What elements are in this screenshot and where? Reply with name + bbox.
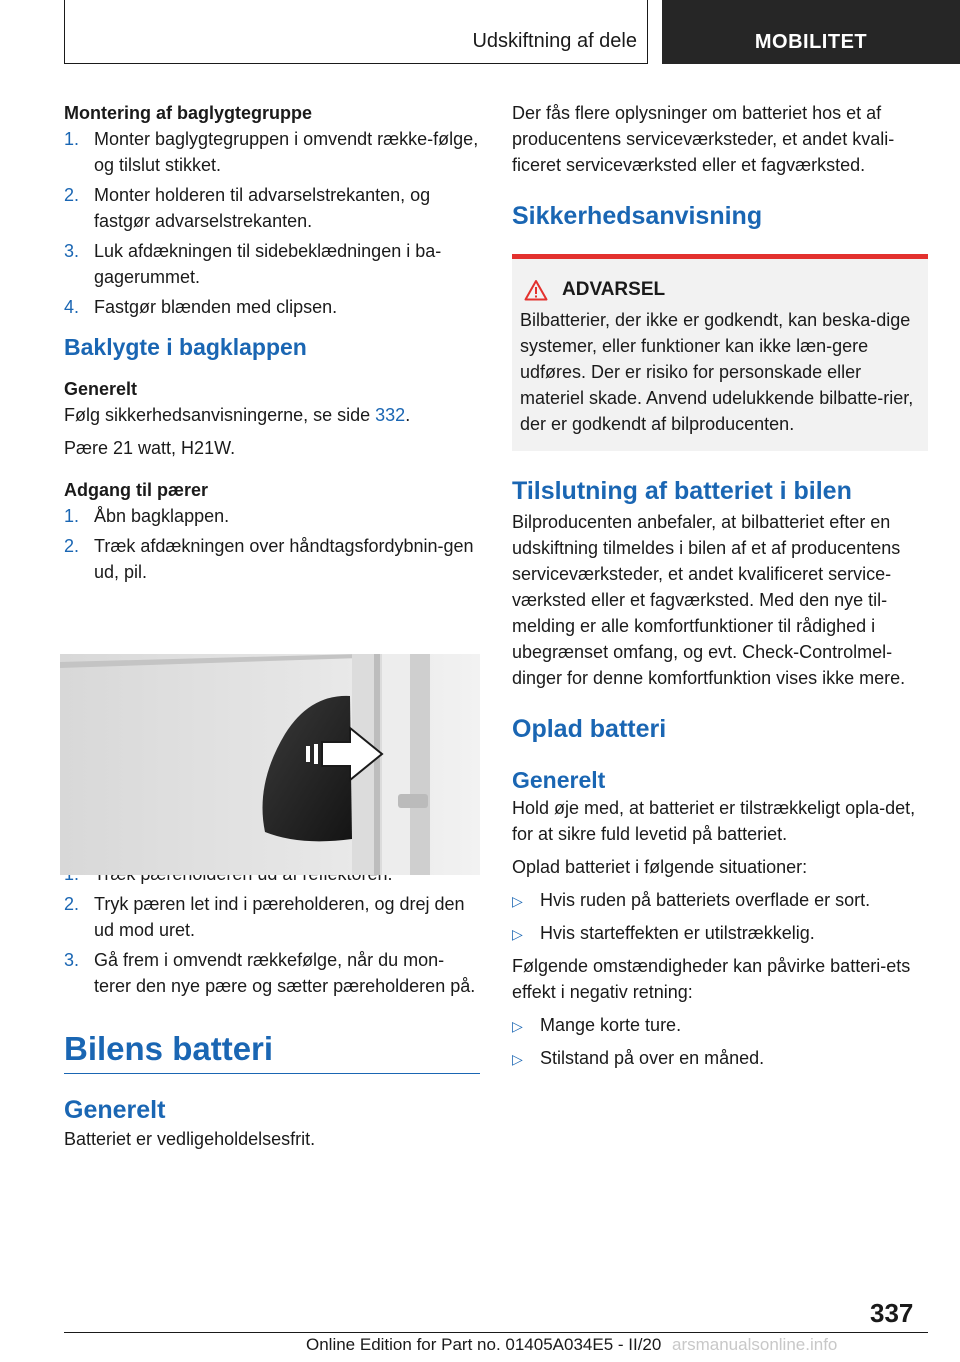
charge-general-text: Hold øje med, at batteriet er tilstrækkeligt opla-det, for at sikre fuld levetid på batteriet. [512, 798, 916, 844]
warning-box [512, 254, 928, 451]
generelt-title: Generelt [64, 379, 138, 399]
charge-bullets [512, 887, 928, 947]
bulb-text: Pære 21 watt, H21W. [64, 438, 236, 458]
generelt-text: Følg sikkerhedsanvisningerne, se side 332. [64, 405, 411, 425]
footer-divider [64, 1332, 928, 1333]
access-steps [64, 503, 480, 585]
header-section-title: Udskiftning af dele [472, 30, 637, 52]
footer-edition: Online Edition for Part no. 01405A034E5 - II/20 [306, 1335, 662, 1354]
connect-heading: Tilslutning af batteriet i bilen [512, 477, 852, 505]
list-item: 2. Monter holderen til advarselstrekanten, og fastgør advarselstrekanten. [64, 185, 431, 231]
list-item: 1. Monter baglygtegruppen i omvendt række-følge, og tilslut stikket. [64, 129, 479, 175]
mount-steps [64, 126, 480, 320]
connect-text: Bilproducenten anbefaler, at bilbatteriet efter en udskiftning tilmeldes i bilen af et af producentens serviceværksteder, et andet kvalificeret service-værksted eller et fagværksted. Med den nye til-melding er alle komfortfunktioner til rådighed i ubegrænset omfang, og evt. Check-Controlmel-dinger for denne komfortfunktion vises ikke mere. [512, 512, 906, 688]
charge-heading: Oplad batteri [512, 715, 667, 743]
left-column [64, 100, 480, 1152]
safety-heading: Sikkerhedsanvisning [512, 202, 763, 230]
list-item: 1. Åbn bagklappen. [64, 506, 230, 526]
battery-general-heading: Generelt [64, 1096, 166, 1124]
header-chapter-tab: MOBILITET [662, 0, 960, 64]
list-item: ▷ Mange korte ture. [512, 1012, 928, 1039]
replace-steps [64, 861, 480, 999]
list-item: 4. Fastgør blænden med clipsen. [64, 297, 338, 317]
tailgate-illustration [60, 654, 480, 875]
battery-heading-wrap [64, 1029, 480, 1074]
footer-watermark: arsmanualsonline.info [672, 1335, 838, 1354]
bullet-arrow-icon: ▷ [512, 893, 523, 909]
bullet-arrow-icon: ▷ [512, 926, 523, 942]
bullet-arrow-icon: ▷ [512, 1051, 523, 1067]
warning-header [520, 279, 920, 301]
baklygte-heading: Baklygte i bagklappen [64, 334, 307, 360]
battery-heading: Bilens batteri [64, 1030, 274, 1067]
list-item: ▷ Hvis ruden på batteriets overflade er sort. [512, 887, 928, 914]
list-item: 3. Gå frem i omvendt rækkefølge, når du mon-terer den nye pære og sætter pæreholderen på. [64, 950, 476, 996]
page-link[interactable]: 332 [375, 405, 406, 425]
charge-situations-intro: Oplad batteriet i følgende situationer: [512, 857, 808, 877]
battery-general-text: Batteriet er vedligeholdelsesfrit. [64, 1129, 316, 1149]
charge-general-heading: Generelt [512, 767, 606, 793]
warning-title: ADVARSEL [562, 279, 666, 300]
list-item: ▷ Stilstand på over en måned. [512, 1045, 928, 1072]
access-title: Adgang til pærer [64, 480, 209, 500]
warning-text: Bilbatterier, der ikke er godkendt, kan beska-dige systemer, eller funktioner kan ikke læn-gere udføres. Der er risiko for personskade eller materiel skade. Anvend udelukkende bilbatte-rier, der er godkendt af bilproducenten. [520, 310, 914, 434]
list-item: 2. Træk afdækningen over håndtagsfordybnin-gen ud, pil. [64, 536, 474, 582]
factor-bullets [512, 1012, 928, 1072]
list-item: 2. Tryk pæren let ind i pæreholderen, og drej den ud mod uret. [64, 894, 465, 940]
list-item: 3. Luk afdækningen til sidebeklædningen i ba-gagerummet. [64, 241, 442, 287]
factors-intro: Følgende omstændigheder kan påvirke batteri-ets effekt i negativ retning: [512, 956, 911, 1002]
header-section-box [64, 0, 648, 64]
bullet-arrow-icon: ▷ [512, 1018, 523, 1034]
page-number: 337 [870, 1298, 914, 1328]
list-item: ▷ Hvis starteffekten er utilstrækkelig. [512, 920, 928, 947]
right-column [512, 100, 928, 1078]
warning-triangle-icon [524, 279, 548, 301]
battery-intro: Der fås flere oplysninger om batteriet hos et af producentens serviceværksteder, et andet kvali-ficeret serviceværksted eller et fagværksted. [512, 103, 895, 175]
mount-title: Montering af baglygtegruppe [64, 103, 313, 123]
